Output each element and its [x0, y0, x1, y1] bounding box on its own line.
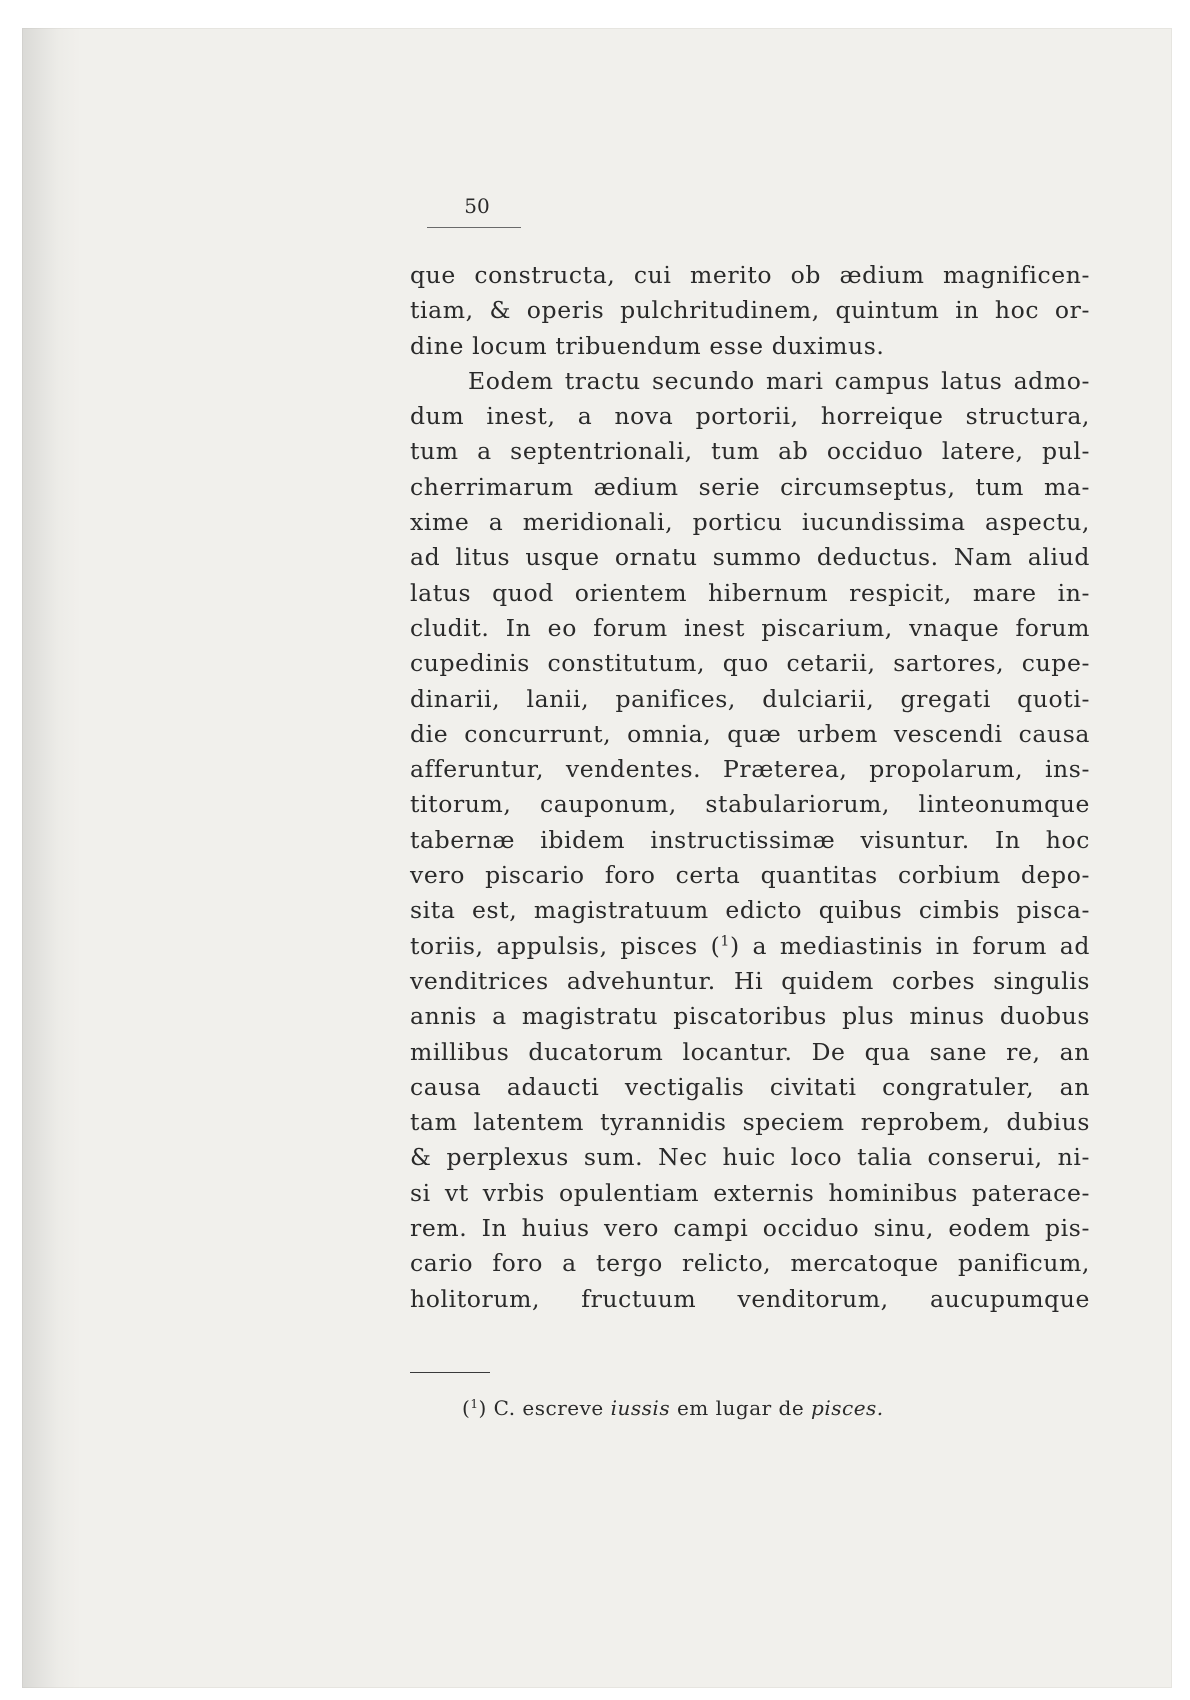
body-text: [410, 258, 1090, 1317]
text-line: rem. In huius vero campi occiduo sinu, eodem pis-: [410, 1214, 1090, 1243]
text-line: tiam, & operis pulchritudinem, quintum in hoc or-: [410, 296, 1090, 325]
page-binding-shadow: [22, 28, 82, 1688]
text-line: dinarii, lanii, panifices, dulciarii, gregati quoti-: [410, 684, 1090, 713]
text-line: cupedinis constitutum, quo cetarii, sartores, cupe-: [410, 649, 1090, 678]
text-line: venditrices advehuntur. Hi quidem corbes singulis: [410, 966, 1090, 995]
text-line: xime a meridionali, porticu iucundissima aspectu,: [410, 508, 1090, 537]
header-rule: [427, 227, 521, 228]
text-line: que constructa, cui merito ob ædium magnificen-: [410, 261, 1090, 289]
footnote-text: em lugar de: [670, 1396, 812, 1420]
text-line: ad litus usque ornatu summo deductus. Nam aliud: [410, 543, 1090, 572]
page-number: 50: [464, 194, 490, 218]
text-line: cario foro a tergo relicto, mercatoque panificum,: [410, 1249, 1090, 1278]
text-line: holitorum, fructuum venditorum, aucupumque: [410, 1284, 1090, 1313]
footnote-rule: [410, 1372, 490, 1373]
text-line: Eodem tractu secundo mari campus latus admo-: [468, 366, 1090, 395]
text-line: dine locum tribuendum esse duximus.: [410, 331, 885, 360]
text-line: die concurrunt, omnia, quæ urbem vescendi causa: [410, 719, 1090, 748]
footnote-term: iussis: [610, 1396, 671, 1420]
footnote-marker: 1: [470, 1396, 479, 1411]
text-line: sita est, magistratuum edicto quibus cimbis pisca-: [410, 896, 1090, 925]
text-line: titorum, cauponum, stabulariorum, linteonumque: [410, 790, 1090, 819]
footnote-term: pisces.: [811, 1396, 884, 1420]
text-line: tabernæ ibidem instructissimæ visuntur. In hoc: [410, 825, 1090, 854]
text-line: dum inest, a nova portorii, horreique structura,: [410, 402, 1090, 431]
text-line: cherrimarum ædium serie circumseptus, tum ma-: [410, 472, 1090, 501]
text-line: afferuntur, vendentes. Præterea, propolarum, ins-: [410, 755, 1090, 784]
text-line: vero piscario foro certa quantitas corbium depo-: [410, 861, 1090, 890]
footnote: ($^1$) C. escreve iussis em lugar de pisces.: [462, 1396, 884, 1420]
text-line: & perplexus sum. Nec huic loco talia conserui, ni-: [410, 1143, 1090, 1172]
text-line: millibus ducatorum locantur. De qua sane re, an: [410, 1037, 1090, 1066]
text-line: latus quod orientem hibernum respicit, mare in-: [410, 578, 1090, 607]
text-line: tum a septentrionali, tum ab occiduo latere, pul-: [410, 437, 1090, 466]
text-line-part: a mediastinis in forum ad: [752, 931, 1091, 960]
text-line: annis a magistratu piscatoribus plus minus duobus: [410, 1002, 1090, 1031]
text-line: causa adaucti vectigalis civitati congratuler, an: [410, 1072, 1090, 1101]
footnote-text: C. escreve: [493, 1396, 611, 1420]
text-line-part: toriis, appulsis, pisces: [410, 931, 698, 960]
text-line: si vt vrbis opulentiam externis hominibus paterace-: [410, 1178, 1090, 1207]
text-line: cludit. In eo forum inest piscarium, vnaque forum: [410, 613, 1090, 642]
text-line-with-footnote-ref: toriis, appulsis, pisces ($^1$) a mediastinis in forum ad: [410, 931, 1091, 960]
text-line: tam latentem tyrannidis speciem reprobem, dubius: [410, 1108, 1090, 1137]
footnote-reference: 1: [720, 933, 730, 950]
